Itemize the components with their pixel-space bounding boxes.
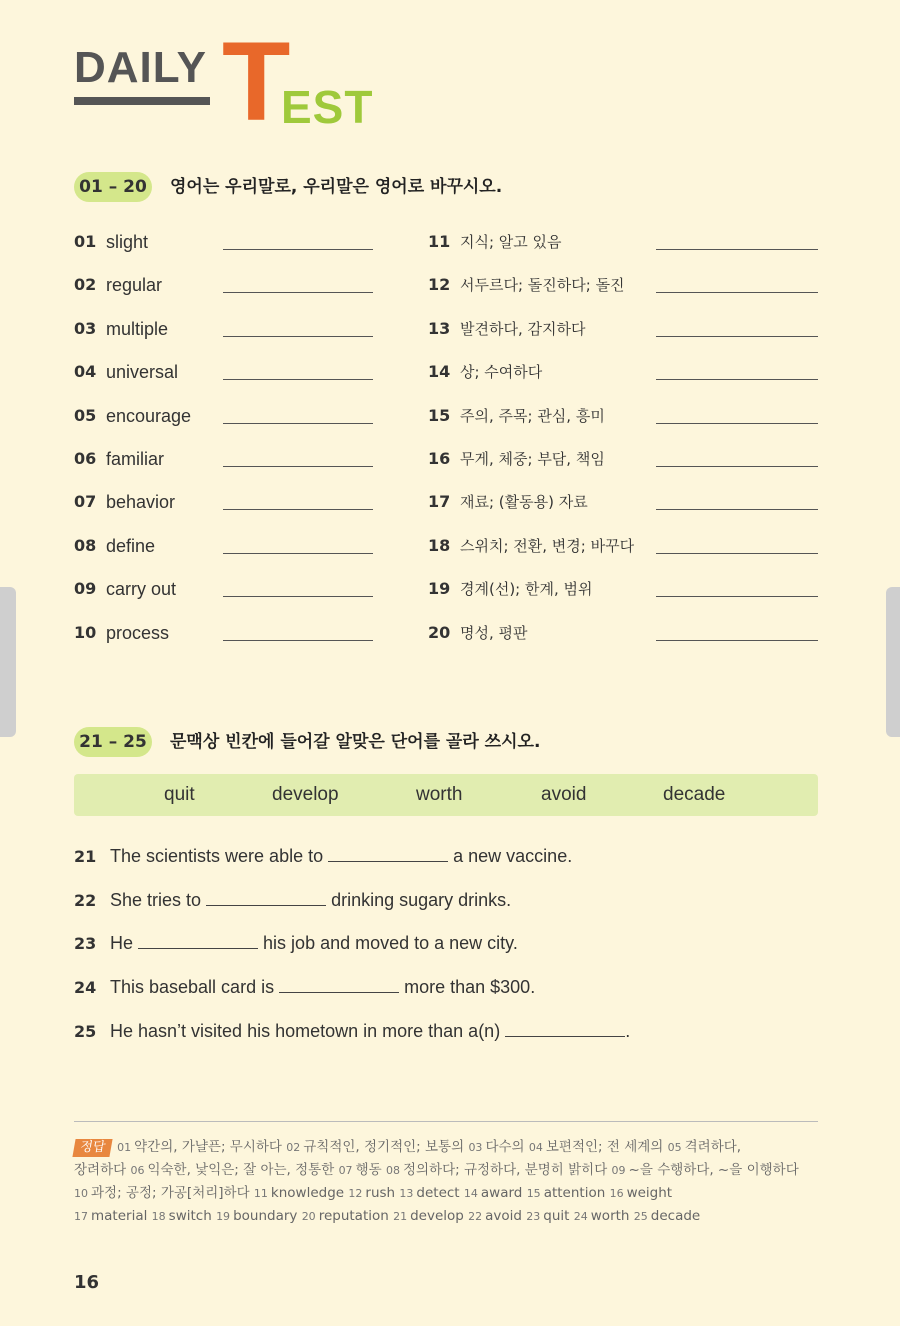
- korean-meaning: 무게, 체중; 부담, 책임: [460, 450, 605, 468]
- vocab-word: encourage: [106, 405, 192, 426]
- answer-text: 장려하다: [74, 1162, 127, 1178]
- answer-number: 14: [463, 1187, 478, 1200]
- answer-divider: [74, 1121, 818, 1122]
- answer-text: 익숙한, 낯익은; 잘 아는, 정통한: [147, 1162, 335, 1178]
- item-number: 15: [428, 405, 451, 425]
- answer-line: [74, 1136, 834, 1159]
- vocab-word: carry out: [106, 579, 177, 600]
- answer-text: reputation: [318, 1208, 389, 1224]
- answer-blank[interactable]: [505, 1020, 625, 1037]
- answer-blank[interactable]: [223, 336, 373, 337]
- answer-blank[interactable]: [656, 509, 818, 510]
- answer-text: 다수의: [485, 1139, 525, 1155]
- item-number: 02: [74, 275, 97, 295]
- answer-text: 격려하다,: [684, 1139, 742, 1155]
- answer-text: quit: [543, 1208, 570, 1224]
- sentence-text-after: his job and moved to a new city.: [263, 933, 518, 953]
- page-number: 16: [74, 1272, 100, 1293]
- answer-number: 02: [286, 1141, 301, 1154]
- vocab-word: behavior: [106, 492, 176, 513]
- korean-meaning: 재료; (활동용) 자료: [460, 493, 588, 512]
- answer-blank[interactable]: [656, 553, 818, 554]
- answer-line: [74, 1159, 834, 1182]
- answer-number: 25: [633, 1210, 648, 1223]
- vocab-word: familiar: [106, 449, 165, 469]
- sentence-text-after: a new vaccine.: [453, 846, 573, 866]
- answer-number: 17: [74, 1210, 88, 1223]
- answer-blank[interactable]: [223, 249, 373, 250]
- answer-blank[interactable]: [656, 466, 818, 467]
- word-bank: [74, 774, 818, 816]
- left-page-tab[interactable]: [0, 587, 16, 737]
- sentence-text-after: more than $300.: [404, 977, 536, 997]
- answer-blank[interactable]: [328, 845, 448, 862]
- item-number: 18: [428, 535, 451, 555]
- answer-number: 18: [151, 1210, 166, 1223]
- item-number: 20: [428, 622, 451, 642]
- sentence-text-before: He hasn’t visited his hometown in more than a(n): [110, 1021, 501, 1041]
- item-number: 06: [74, 449, 97, 468]
- answer-blank[interactable]: [223, 292, 373, 293]
- item-number: 17: [428, 492, 451, 512]
- sentence-text-before: She tries to: [110, 890, 202, 910]
- answer-number: 12: [348, 1187, 363, 1200]
- korean-meaning: 발견하다, 감지하다: [460, 319, 586, 338]
- answer-blank[interactable]: [223, 596, 373, 597]
- answer-label: 정답: [72, 1139, 112, 1157]
- item-number: 08: [74, 535, 97, 555]
- answer-number: 23: [526, 1210, 541, 1223]
- answer-blank[interactable]: [656, 640, 818, 641]
- section2-instruction: 문맥상 빈칸에 들어갈 알맞은 단어를 골라 쓰시오.: [170, 732, 541, 752]
- answer-text: award: [480, 1185, 523, 1201]
- answer-blank[interactable]: [656, 379, 818, 380]
- answer-blank[interactable]: [279, 976, 399, 993]
- answer-text: 행동: [355, 1162, 382, 1178]
- vocab-word: slight: [106, 232, 149, 252]
- answer-text: 정의하다; 규정하다, 분명히 밝히다: [402, 1162, 608, 1178]
- answer-line: [74, 1182, 834, 1205]
- word-bank-item: develop: [272, 784, 339, 805]
- item-number: 12: [428, 275, 451, 295]
- item-number: 11: [428, 232, 451, 251]
- title-daily: DAILY: [74, 43, 207, 92]
- title-underline: [74, 97, 210, 105]
- item-number: 04: [74, 362, 97, 382]
- sentence-number: 21: [74, 847, 97, 866]
- section1-badge: 01 – 20: [74, 172, 152, 202]
- answer-blank[interactable]: [656, 423, 818, 424]
- answer-text: boundary: [233, 1208, 298, 1224]
- item-number: 09: [74, 579, 97, 599]
- item-number: 13: [428, 318, 451, 338]
- answer-blank[interactable]: [223, 640, 373, 641]
- answer-line: [74, 1205, 834, 1228]
- sentence-number: 25: [74, 1022, 97, 1041]
- answer-number: 03: [468, 1141, 483, 1154]
- answer-number: 19: [216, 1210, 231, 1223]
- section2-badge: 21 – 25: [74, 727, 152, 757]
- answer-number: 15: [526, 1187, 541, 1200]
- answer-blank[interactable]: [223, 509, 373, 510]
- answer-text: attention: [543, 1185, 606, 1201]
- korean-meaning: 서두르다; 돌진하다; 돌진: [460, 276, 625, 295]
- answer-blank[interactable]: [223, 553, 373, 554]
- answer-text: weight: [626, 1185, 673, 1201]
- vocab-word: regular: [106, 275, 163, 296]
- korean-meaning: 스위치; 전환, 변경; 바꾸다: [460, 536, 635, 555]
- answer-blank[interactable]: [656, 249, 818, 250]
- item-number: 19: [428, 579, 451, 599]
- item-number: 16: [428, 449, 451, 468]
- item-number: 05: [74, 405, 97, 425]
- korean-meaning: 명성, 평판: [460, 623, 528, 642]
- answer-number: 16: [609, 1187, 624, 1200]
- answer-blank[interactable]: [656, 292, 818, 293]
- answer-blank[interactable]: [206, 889, 326, 906]
- answer-blank[interactable]: [138, 932, 258, 949]
- sentence-24: [74, 974, 535, 1001]
- title-est: EST: [281, 81, 374, 133]
- answer-blank[interactable]: [223, 423, 373, 424]
- item-number: 14: [428, 362, 451, 382]
- sentence-text-before: He: [110, 933, 134, 953]
- section1-instruction: 영어는 우리말로, 우리말은 영어로 바꾸시오.: [170, 177, 503, 197]
- sentence-text-after: drinking sugary drinks.: [331, 890, 512, 910]
- answer-text: 약간의, 가냘픈; 무시하다: [134, 1139, 282, 1155]
- item-number: 01: [74, 232, 97, 251]
- word-bank-item: decade: [663, 784, 726, 805]
- answer-number: 04: [528, 1141, 543, 1154]
- sentence-23: [74, 930, 518, 957]
- vocab-word: multiple: [106, 318, 169, 339]
- answer-number: 13: [399, 1187, 414, 1200]
- sentence-25: [74, 1018, 630, 1045]
- answer-text: decade: [650, 1208, 701, 1224]
- korean-meaning: 주의, 주목; 관심, 흥미: [460, 406, 605, 425]
- sentence-number: 22: [74, 891, 97, 910]
- answer-blank[interactable]: [223, 466, 373, 467]
- answer-text: rush: [365, 1185, 396, 1201]
- item-number: 07: [74, 492, 97, 512]
- answer-text: knowledge: [270, 1185, 345, 1201]
- sentence-22: [74, 887, 511, 914]
- answer-number: 22: [468, 1210, 483, 1223]
- vocab-word: process: [106, 622, 170, 643]
- answer-text: worth: [590, 1208, 630, 1224]
- answer-number: 06: [130, 1164, 145, 1177]
- answer-text: material: [91, 1208, 148, 1224]
- sentence-number: 23: [74, 934, 97, 953]
- answer-blank[interactable]: [656, 596, 818, 597]
- answer-number: 01: [117, 1141, 132, 1154]
- korean-meaning: 상; 수여하다: [460, 363, 543, 382]
- sentence-text-after: .: [625, 1021, 631, 1041]
- answer-text: ~을 수행하다, ~을 이행하다: [628, 1162, 799, 1178]
- answer-number: 08: [385, 1164, 400, 1177]
- vocab-word: define: [106, 535, 156, 556]
- answer-number: 21: [393, 1210, 408, 1223]
- answer-number: 07: [338, 1164, 353, 1177]
- answer-blank[interactable]: [223, 379, 373, 380]
- word-bank-item: avoid: [541, 784, 587, 805]
- item-number: 03: [74, 318, 97, 338]
- sentence-text-before: The scientists were able to: [110, 846, 324, 866]
- answer-text: 규칙적인, 정기적인; 보통의: [303, 1139, 465, 1155]
- answer-number: 10: [74, 1187, 88, 1200]
- sentence-number: 24: [74, 978, 97, 997]
- korean-meaning: 경계(선); 한계, 범위: [460, 580, 593, 599]
- title-big-t: T: [222, 19, 291, 144]
- korean-meaning: 지식; 알고 있음: [460, 233, 562, 251]
- answer-text: develop: [410, 1208, 464, 1224]
- answer-text: 보편적인; 전 세계의: [545, 1139, 664, 1155]
- answer-text: switch: [168, 1208, 212, 1224]
- answer-number: 05: [667, 1141, 682, 1154]
- right-page-tab[interactable]: [886, 587, 900, 737]
- item-number: 10: [74, 622, 97, 642]
- answer-number: 09: [611, 1164, 626, 1177]
- sentence-21: [74, 843, 572, 870]
- sentence-text-before: This baseball card is: [110, 977, 275, 997]
- word-bank-item: quit: [164, 784, 195, 805]
- answer-text: 과정; 공정; 가공[처리]하다: [91, 1185, 250, 1201]
- vocab-word: universal: [106, 362, 179, 383]
- answer-text: avoid: [485, 1208, 522, 1224]
- answer-number: 24: [573, 1210, 588, 1223]
- answer-number: 20: [301, 1210, 316, 1223]
- answer-number: 11: [253, 1187, 268, 1200]
- word-bank-item: worth: [416, 784, 463, 805]
- answer-blank[interactable]: [656, 336, 818, 337]
- answer-text: detect: [416, 1185, 460, 1201]
